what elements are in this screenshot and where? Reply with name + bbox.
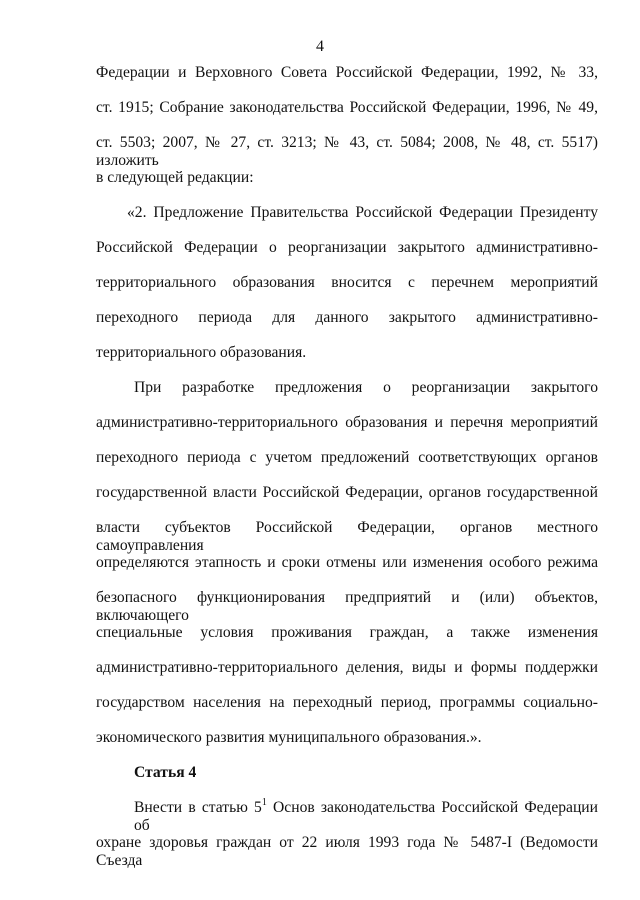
text-line: При разработке предложения о реорганизации закрытого xyxy=(134,379,598,396)
text-line: государственной власти Российской Федерации, органов государственной xyxy=(96,484,598,501)
text-line: административно-территориального образования и перечня мероприятий xyxy=(96,414,598,431)
text-line: «2. Предложение Правительства Российской Федерации Президенту xyxy=(127,204,598,221)
text-fragment: Основ законодательства Российской Федерации об xyxy=(134,799,598,834)
text-fragment: Внести в статью 5 xyxy=(134,799,262,816)
page-number: 4 xyxy=(316,38,324,55)
text-line: переходного периода с учетом предложений соответствующих органов xyxy=(96,449,598,466)
text-line: ст. 1915; Собрание законодательства Российской Федерации, 1996, № 49, xyxy=(96,99,598,116)
text-line xyxy=(134,799,598,835)
text-line: административно-территориального деления, виды и формы поддержки xyxy=(96,659,598,676)
text-line: территориального образования. xyxy=(96,344,307,361)
text-line: в следующей редакции: xyxy=(96,169,254,186)
text-line: определяются этапность и сроки отмены или изменения особого режима xyxy=(96,554,598,571)
text-line: власти субъектов Российской Федерации, органов местного самоуправления xyxy=(96,519,598,554)
text-line: переходного периода для данного закрытого административно- xyxy=(96,309,598,326)
text-line: ст. 5503; 2007, № 27, ст. 3213; № 43, ст. 5084; 2008, № 48, ст. 5517) изложить xyxy=(96,134,598,169)
superscript: 1 xyxy=(261,797,267,808)
text-line: экономического развития муниципального образования.». xyxy=(96,729,482,746)
text-line: безопасного функционирования предприятий и (или) объектов, включающего xyxy=(96,589,598,624)
article-heading: Статья 4 xyxy=(134,764,197,781)
text-line: Федерации и Верховного Совета Российской Федерации, 1992, № 33, xyxy=(96,64,598,81)
text-line: специальные условия проживания граждан, а также изменения xyxy=(96,624,598,641)
text-line: территориального образования вносится с перечнем мероприятий xyxy=(96,274,598,291)
text-line: государством населения на переходный период, программы социально- xyxy=(96,694,598,711)
text-line: охране здоровья граждан от 22 июля 1993 года № 5487-I (Ведомости Съезда xyxy=(96,834,598,869)
text-line: Российской Федерации о реорганизации закрытого административно- xyxy=(96,239,598,256)
